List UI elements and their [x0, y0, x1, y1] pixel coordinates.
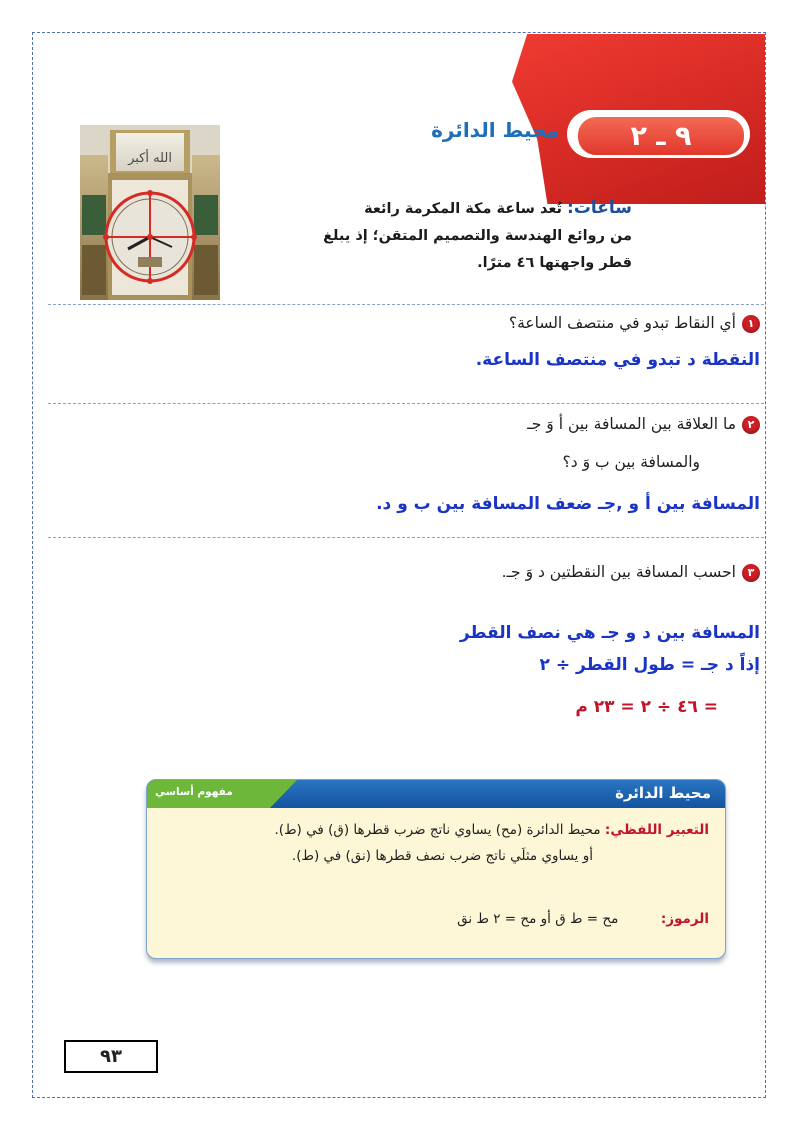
section-divider [48, 403, 764, 404]
symbols-formula: مح = ط ق أو مح = ٢ ط نق [457, 911, 619, 927]
section-divider [48, 304, 764, 305]
makkah-clock-image [80, 125, 220, 300]
clock-calligraphy: الله أكبر [128, 151, 172, 166]
key-concept-verbal-line-2: أو يساوي مثلَي ناتج ضرب نصف قطرها (نق) في (ط). [291, 848, 593, 864]
question-3-answer-line-2: إذاً د جـ = طول القطر ÷ ٢ [539, 655, 760, 675]
question-2-answer: المسافة بين أ و ,جـ ضعف المسافة بين ب و د. [376, 494, 760, 514]
question-2-text-line-1: ما العلاقة بين المسافة بين أ وَ جـ [527, 415, 736, 433]
clock-tower-illustration [80, 125, 220, 300]
question-3-text: احسب المسافة بين النقطتين د وَ جـ. [501, 563, 736, 581]
question-3-answer-line-1: المسافة بين د و جـ هي نصف القطر [459, 623, 760, 643]
intro-keyword: ساعات: [567, 198, 632, 218]
page-number: ٩٣ [64, 1040, 158, 1073]
question-1-text: أي النقاط تبدو في منتصف الساعة؟ [508, 314, 736, 332]
question-2-number: ٢ [742, 416, 760, 434]
question-3-answer-line-3: = ٤٦ ÷ ٢ = ٢٣ م [575, 697, 718, 717]
verbal-text-1: محيط الدائرة (مح) يساوي ناتج ضرب قطرها (ق) في (ط). [274, 822, 605, 838]
question-2-text-line-2: والمسافة بين ب وَ د؟ [562, 453, 700, 471]
question-3 [502, 563, 760, 582]
key-concept-verbal-line-1 [275, 822, 709, 838]
key-concept-tag-label: مفهوم أساسي [155, 786, 233, 798]
question-3-number: ٣ [742, 564, 760, 582]
intro-paragraph [232, 195, 632, 277]
key-concept-title: محيط الدائرة [615, 784, 711, 802]
section-divider [48, 537, 764, 538]
question-1-number: ١ [742, 315, 760, 333]
question-2 [527, 415, 760, 434]
lesson-title: محيط الدائرة [431, 118, 559, 142]
lesson-number: ٩ ـ ٢ [576, 115, 746, 157]
intro-line-2: من روائع الهندسة والتصميم المتقن؛ إذ يبلغ [323, 228, 632, 244]
verbal-label: التعبير اللفظي: [604, 822, 709, 838]
key-concept-symbols [457, 911, 709, 927]
question-1 [509, 314, 760, 333]
intro-line-1: تُعد ساعة مكة المكرمة رائعة [364, 201, 568, 217]
intro-line-3: قطر واجهتها ٤٦ مترًا. [477, 255, 632, 271]
symbols-label: الرموز: [660, 911, 709, 927]
question-1-answer: النقطة د تبدو في منتصف الساعة. [475, 350, 760, 370]
key-concept-box [146, 779, 726, 959]
